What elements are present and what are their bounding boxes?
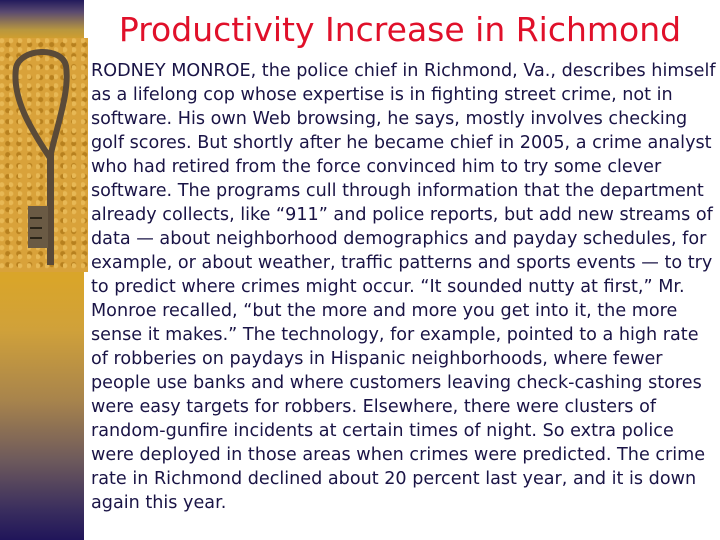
slide-body-text: RODNEY MONROE, the police chief in Richmond, Va., describes himself as a lifelong cop whose expertise is in fighting street crime, not in software. His own Web browsing, he says, mostly involves checking golf scores. But shortly after he became chief in 2005, a crime analyst who had retired from the force convinced him to try some clever software. The programs cull through information that the department already collects, like “911” and police reports, but add new streams of data — about neighborhood demographics and payday schedules, for example, or about weather, traffic patterns and sports events — to try to predict where crimes might occur. “It sounded nutty at first,” Mr. Monroe recalled, “but the more and more you get into it, the more sense it makes.” The technology, for example, pointed to a high rate of robberies on paydays in Hispanic neighborhoods, where fewer people use banks and where customers leaving check-cashing stores were easy targets for robbers. Elsewhere, there were clusters of random-gunfire incidents at certain times of night. So extra police were deployed in those areas when crimes were predicted. The crime rate in Richmond declined about 20 percent last year, and it is down again this year.: [91, 61, 716, 513]
slide-title: Productivity Increase in Richmond: [118, 10, 682, 49]
key-icon: [0, 38, 88, 272]
key-on-sand-image: [0, 38, 88, 272]
